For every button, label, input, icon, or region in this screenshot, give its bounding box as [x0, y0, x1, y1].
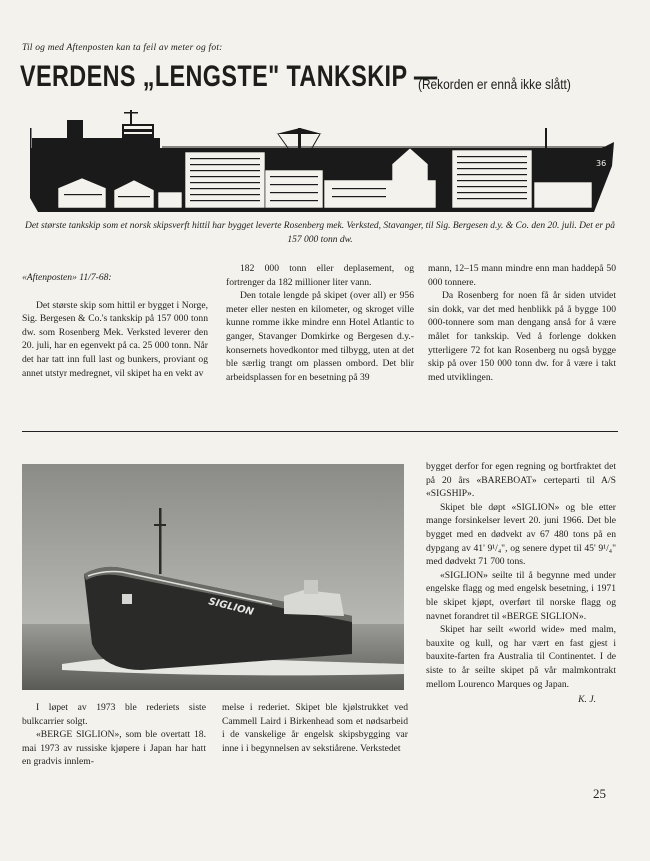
- bottom-right-p2: Skipet ble døpt «SIGLION» og ble etter mange forsinkelser levert 20. juni 1966. Det ble bygget med en dødvekt av 67 480 tons på en dypgang av 41' 9¹/₄", og senere dypet til 45' 9¹/₄" med dødvekt 71 700 tons.: [426, 501, 616, 568]
- article-top-col2-p1: 182 000 tonn eller deplasement, og fortrenger da 182 millioner liter vann.: [226, 263, 414, 288]
- article-top-col3-p2: Da Rosenberg for noen få år siden utvidet sin dokk, var det med henblikk på å bygge 100 000-tonnere som man dengang anså for å være målet for tankskip. Ved å forlenge dokken ytterligere 72 fot kan Rosenberg nu også bygge skip på over 150 000 tonn dw. for å være i takt med utviklingen.: [428, 290, 616, 383]
- funnel: [67, 120, 83, 140]
- svg-text:36: 36: [596, 159, 607, 168]
- bottom-right-p3: «SIGLION» seilte til å begynne med under engelske flagg og med engelsk besetning, i 1971 ble skipet kjøpt, overført til norske flagg og navnet forandret til «BERGE SIGLION».: [426, 569, 616, 622]
- bottom-col2-text: melse i rederiet. Skipet ble kjølstrukket ved Cammell Laird i Birkenhead som et nødsarbeid i de vanskelige år engelsk skipsbygging var inne i i begynnelsen av sekstiårene. Verkstedet: [222, 702, 408, 754]
- article-top-col3-p1: mann, 12–15 mann mindre enn man haddepå 50 000 tonnere.: [428, 263, 616, 288]
- bow-mast: [545, 128, 547, 148]
- headline: [20, 60, 571, 94]
- article-top-col3: [428, 262, 616, 384]
- illustration-caption: Det største tankskip som et norsk skipsverft hittil har bygget leverte Rosenberg mek. Verksted, Stavanger, til Sig. Bergesen d.y. & Co. den 20. juli. Det er på 157 000 tonn dw.: [24, 221, 616, 245]
- article-bottom-col1: [22, 701, 206, 769]
- bottom-right-p1: bygget derfor for egen regning og bortfraktet det på 20 års «BAREBOAT» certeparti til A/S «SIGSHIP».: [426, 461, 616, 500]
- bottom-right-p4: Skipet har seilt «world wide» med malm, bauxite og kull, og har vært en fast gjest i bauxite-farten fra Australia til Continentet. I de siste to år seilte skipet på vår malmkontrakt mellom Lourenco Marques og Japan.: [426, 624, 616, 690]
- ship-mast: [159, 508, 162, 574]
- dateline: «Aftenposten» 11/7-68:: [22, 272, 112, 283]
- section-divider: [22, 431, 618, 432]
- building-office: [265, 170, 323, 208]
- article-top-col2-p2: Den totale lengde på skipet (over all) er 956 meter eller nesten en kilometer, og skroget ville kunne romme ikke mindre enn Hotel Atlantic to ganger, Stavanger Domkirke og Bergesen d.y.-konsernets hovedkontor med tilbygg, uten at det ble særlig trangt om plassen ombord. Det blir arbeidsplassen for en besetning på 39: [226, 290, 414, 383]
- headline-subtitle: (Rekorden er ennå ikke slått): [418, 76, 571, 92]
- building-atlantic-2: [452, 150, 532, 208]
- intro-line: Til og med Aftenposten kan ta feil av meter og fot:: [22, 43, 223, 53]
- headline-title: VERDENS „LENGSTE" TANKSKIP —: [20, 60, 438, 93]
- building-atlantic-1: [185, 152, 265, 208]
- author-signature: K. J.: [578, 694, 596, 706]
- article-top-col1: [22, 271, 208, 380]
- building-bow-block: [534, 182, 592, 208]
- ship-name-label: SIGLION: [207, 596, 255, 619]
- article-top-col2: [226, 262, 414, 384]
- ship-buildings-illustration: [22, 108, 618, 214]
- article-bottom-col2: [222, 701, 408, 755]
- bottom-col1-p1: I løpet av 1973 ble rederiets siste bulkcarrier solgt.: [22, 702, 206, 727]
- bottom-col1-p2: «BERGE SIGLION», som ble overtatt 18. mai 1973 av russiske kjøpere i Japan har hatt en gradvis innlem-: [22, 729, 206, 768]
- ship-photo: [22, 464, 404, 690]
- article-top-col1-text: Det største skip som hittil er bygget i Norge, Sig. Bergesen & Co.'s tankskip på 157 000 tonn dw. som Rosenberg Mek. Verksted leverer den 20. juli, har en egenvekt på ca. 25 000 tonn. Når det har tatt inn full last og bunkers, proviant og annet utstyr medregnet, vil skipet ha en vekt av: [22, 299, 208, 379]
- article-bottom-right: [426, 460, 616, 707]
- page-number: 25: [593, 786, 606, 801]
